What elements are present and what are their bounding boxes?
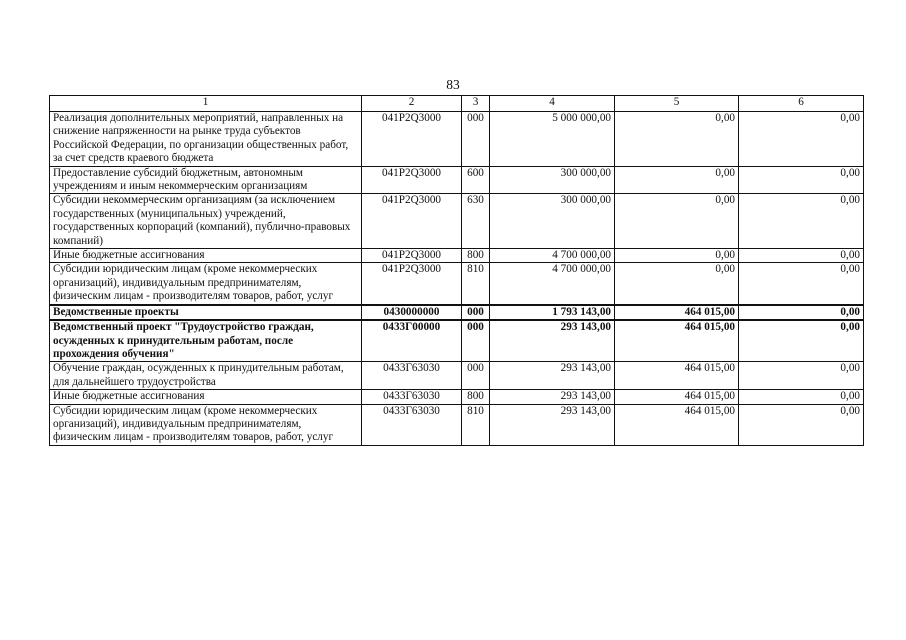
target-code: 0433Г63030 (362, 362, 462, 390)
table-row (50, 166, 864, 194)
table-row (50, 404, 864, 445)
row-name: Ведомственный проект "Трудоустройство граждан, осужденных к принудительным работам, после прохождения обучения" (50, 320, 362, 362)
page-number: 83 (446, 77, 460, 92)
amount-col4: 1 793 143,00 (490, 305, 615, 320)
amount-col6: 0,00 (739, 194, 864, 249)
row-name: Иные бюджетные ассигнования (50, 390, 362, 404)
amount-col4: 4 700 000,00 (490, 263, 615, 305)
row-name: Иные бюджетные ассигнования (50, 249, 362, 263)
amount-col5: 464 015,00 (615, 320, 739, 362)
target-code: 0433Г63030 (362, 390, 462, 404)
amount-col6: 0,00 (739, 404, 864, 445)
table-row (50, 362, 864, 390)
column-header-5: 5 (615, 96, 739, 112)
budget-table (49, 95, 864, 446)
target-code: 0433Г00000 (362, 320, 462, 362)
expense-kind: 600 (462, 166, 490, 194)
table-row (50, 194, 864, 249)
expense-kind: 810 (462, 404, 490, 445)
row-name: Ведомственные проекты (50, 305, 362, 320)
table-row (50, 263, 864, 305)
expense-kind: 810 (462, 263, 490, 305)
row-name: Обучение граждан, осужденных к принудительным работам, для дальнейшего трудоустройства (50, 362, 362, 390)
column-header-4: 4 (490, 96, 615, 112)
row-name: Субсидии некоммерческим организациям (за исключением государственных (муниципальных) учреждений, государственных корпораций (компаний), публично-правовых компаний) (50, 194, 362, 249)
table-row (50, 249, 864, 263)
target-code: 041P2Q3000 (362, 112, 462, 167)
amount-col5: 0,00 (615, 166, 739, 194)
table-row (50, 112, 864, 167)
column-header-1: 1 (50, 96, 362, 112)
expense-kind: 000 (462, 320, 490, 362)
row-name: Предоставление субсидий бюджетным, автономным учреждениям и иным некоммерческим организациям (50, 166, 362, 194)
expense-kind: 000 (462, 112, 490, 167)
target-code: 0430000000 (362, 305, 462, 320)
amount-col5: 0,00 (615, 263, 739, 305)
column-header-2: 2 (362, 96, 462, 112)
amount-col4: 300 000,00 (490, 166, 615, 194)
target-code: 041P2Q3000 (362, 166, 462, 194)
row-name: Реализация дополнительных мероприятий, направленных на снижение напряженности на рынке труда субъектов Российской Федерации, по организации общественных работ, за счет средств краевого бюджета (50, 112, 362, 167)
amount-col5: 464 015,00 (615, 404, 739, 445)
table-row (50, 390, 864, 404)
amount-col4: 5 000 000,00 (490, 112, 615, 167)
row-name: Субсидии юридическим лицам (кроме некоммерческих организаций), индивидуальным предпринимателям, физическим лицам - производителям товаров, работ, услуг (50, 263, 362, 305)
amount-col6: 0,00 (739, 112, 864, 167)
target-code: 0433Г63030 (362, 404, 462, 445)
amount-col4: 4 700 000,00 (490, 249, 615, 263)
amount-col5: 464 015,00 (615, 390, 739, 404)
amount-col5: 464 015,00 (615, 362, 739, 390)
amount-col5: 464 015,00 (615, 305, 739, 320)
table-header-row (50, 96, 864, 112)
amount-col5: 0,00 (615, 249, 739, 263)
expense-kind: 800 (462, 390, 490, 404)
amount-col5: 0,00 (615, 194, 739, 249)
amount-col4: 293 143,00 (490, 362, 615, 390)
row-name: Субсидии юридическим лицам (кроме некоммерческих организаций), индивидуальным предпринимателям, физическим лицам - производителям товаров, работ, услуг (50, 404, 362, 445)
target-code: 041P2Q3000 (362, 263, 462, 305)
expense-kind: 000 (462, 362, 490, 390)
expense-kind: 630 (462, 194, 490, 249)
amount-col6: 0,00 (739, 263, 864, 305)
amount-col5: 0,00 (615, 112, 739, 167)
target-code: 041P2Q3000 (362, 194, 462, 249)
amount-col4: 293 143,00 (490, 404, 615, 445)
amount-col6: 0,00 (739, 166, 864, 194)
amount-col6: 0,00 (739, 362, 864, 390)
expense-kind: 800 (462, 249, 490, 263)
column-header-6: 6 (739, 96, 864, 112)
table-row-project (50, 320, 864, 362)
table-row-section (50, 305, 864, 320)
amount-col6: 0,00 (739, 305, 864, 320)
target-code: 041P2Q3000 (362, 249, 462, 263)
amount-col6: 0,00 (739, 320, 864, 362)
column-header-3: 3 (462, 96, 490, 112)
expense-kind: 000 (462, 305, 490, 320)
amount-col4: 300 000,00 (490, 194, 615, 249)
amount-col4: 293 143,00 (490, 390, 615, 404)
amount-col4: 293 143,00 (490, 320, 615, 362)
amount-col6: 0,00 (739, 390, 864, 404)
amount-col6: 0,00 (739, 249, 864, 263)
